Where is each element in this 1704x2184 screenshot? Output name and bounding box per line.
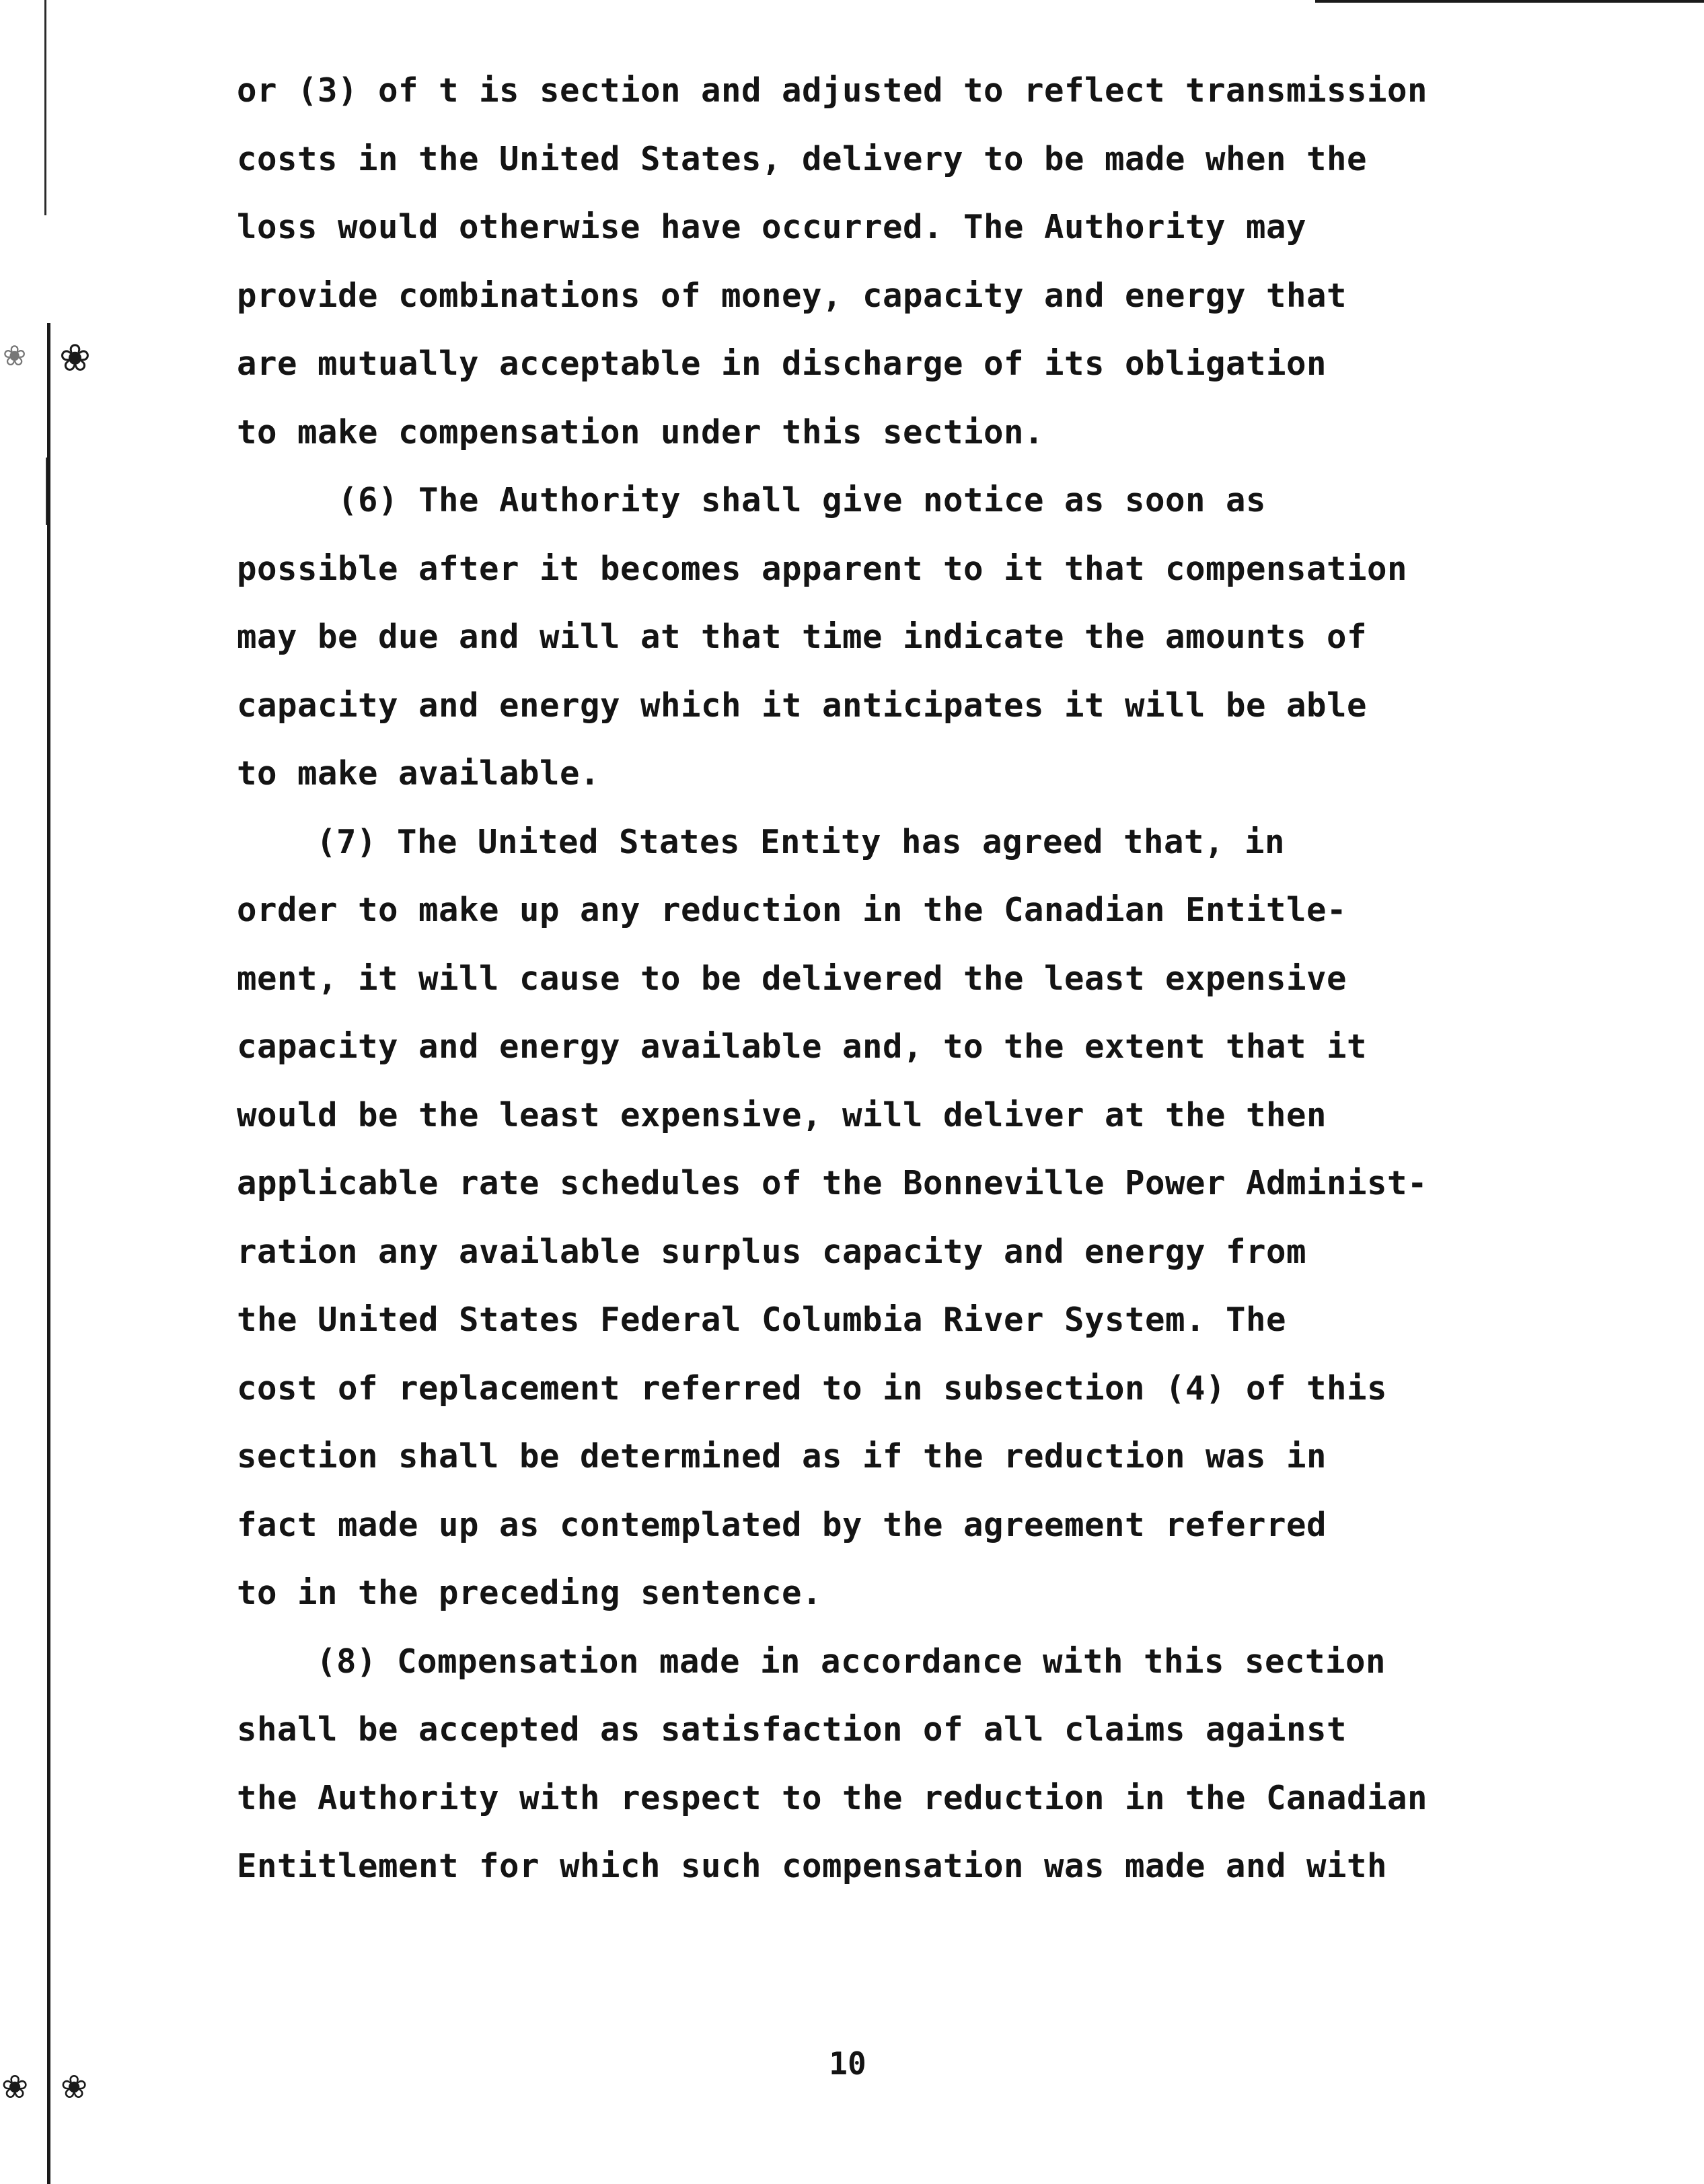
text-line: are mutually acceptable in discharge of its obligation [237,344,1327,383]
scan-edge-line [1315,0,1704,3]
paragraph-8-start: (8) Compensation made in accordance with this section [316,1642,1386,1681]
text-line: costs in the United States, delivery to be made when the [237,139,1368,178]
text-line: ration any available surplus capacity and energy from [237,1232,1307,1271]
text-line: section shall be determined as if the reduction was in [237,1437,1327,1476]
scan-margin-line [47,323,50,2184]
text-line: loss would otherwise have occurred. The Authority may [237,208,1307,246]
text-line: the Authority with respect to the reduction in the Canadian [237,1778,1428,1817]
paragraph-6-start: (6) The Authority shall give notice as soon as [338,481,1267,519]
text-line: fact made up as contemplated by the agreement referred [237,1505,1327,1544]
text-line: to make compensation under this section. [237,412,1045,451]
text-line: the United States Federal Columbia River System. The [237,1301,1287,1339]
body-text [237,57,1488,1901]
paragraph-7-start: (7) The United States Entity has agreed that, in [316,822,1286,861]
punch-hole-mark: ❀ [61,2068,88,2106]
text-line: cost of replacement referred to in subsection (4) of this [237,1369,1388,1408]
text-line: or (3) of t is section and adjusted to reflect transmission [237,71,1428,110]
text-line: provide combinations of money, capacity and energy that [237,276,1347,315]
text-line: to make available. [237,754,601,793]
text-line: ment, it will cause to be delivered the least expensive [237,959,1347,998]
text-line: applicable rate schedules of the Bonneville Power Administ- [237,1164,1428,1202]
text-line: possible after it becomes apparent to it that compensation [237,549,1408,588]
text-line: capacity and energy which it anticipates it will be able [237,686,1368,725]
punch-hole-mark: ❀ [3,339,27,372]
text-line: to in the preceding sentence. [237,1574,823,1612]
scan-margin-line [44,0,46,215]
text-line: would be the least expensive, will deliver at the then [237,1095,1327,1134]
text-line: shall be accepted as satisfaction of all claims against [237,1710,1347,1749]
text-line: Entitlement for which such compensation was made and with [237,1847,1388,1885]
punch-hole-mark: ❀ [59,336,91,380]
text-line: may be due and will at that time indicate the amounts of [237,618,1368,656]
page-number: 10 [829,2045,866,2082]
text-line: capacity and energy available and, to the extent that it [237,1027,1368,1066]
punch-hole-mark: ❀ [1,2068,29,2106]
text-line: order to make up any reduction in the Canadian Entitle- [237,891,1347,929]
